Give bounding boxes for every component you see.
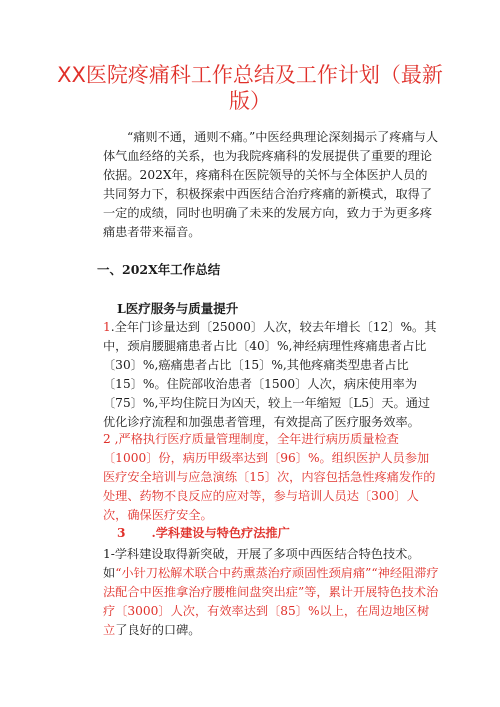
- intro-paragraph: “痛则不通，通则不痛。”中医经典理论深刻揭示了疼痛与人体气血经络的关系，也为我院疼痛科的发展提供了重要的理论依据。202X年，疼痛科在医院领导的关怀与全体医护人员的共同努力下，积极探索中西医结合治疗疼痛的新模式，取得了一定的成绩，同时也明确了未来的发展方向，致力于为更多疼痛患者带来福音。: [103, 130, 439, 239]
- paragraph-quality-management: 2 ,严格执行医疗质量管理制度，全年进行病历质量检查〔1000〕份，病历甲级率达到〔96〕%。组织医护人员参加医疗安全培训与应急演练〔15〕次，内容包括急性疼痛发作的处理、药物不良反应的应对等，参与培训人员达〔300〕人次，确保医疗安全。: [103, 432, 436, 522]
- paragraph-text: .全年门诊量达到〔25000〕人次，较去年增长〔12〕%。其中，颈肩腰腿痛患者占比〔40〕%,神经病理性疼痛患者占比〔30〕%,癌痛患者占比〔15〕%,其他疼痛类型患者占比〔15〕%。住院部收治患者〔1500〕人次，病床使用率为〔75〕%,平均住院日为凶天，较上一年缩短〔L5〕天。通过优化诊疗流程和加强患者管理，有效提高了医疗服务效率。: [103, 320, 437, 429]
- paragraph-text-end: 了良好的口碑。: [115, 623, 201, 637]
- paragraph-text-start: 1-学科建设取得新突破，开展了多项中西医结合特色技术。如: [103, 547, 420, 580]
- paragraph-discipline-building: [103, 545, 439, 640]
- paragraph-outpatient-stats: [103, 318, 439, 432]
- paragraph-number: 1: [103, 320, 111, 334]
- subsection-heading-discipline: [117, 524, 290, 541]
- paragraph-text-highlight: “小针刀松解术联合中药熏蒸治疗顽固性颈肩痛”“神经阻滞疗法配合中医推拿治疗腰椎间盘突出症”等，累计开展特色技术治疗〔3000〕人次，有效率达到〔85〕%以上，在周边地区树立: [103, 566, 439, 637]
- subsection-title: .学科建设与特色疗法推广: [151, 526, 290, 540]
- subsection-number: 3: [117, 526, 126, 540]
- document-title: XX医院疼痛科工作总结及工作计划（最新版）: [57, 63, 443, 113]
- subsection-heading-medical-service: L医疗服务与质量提升: [117, 301, 239, 316]
- section-heading-summary: 一、202X年工作总结: [97, 262, 221, 277]
